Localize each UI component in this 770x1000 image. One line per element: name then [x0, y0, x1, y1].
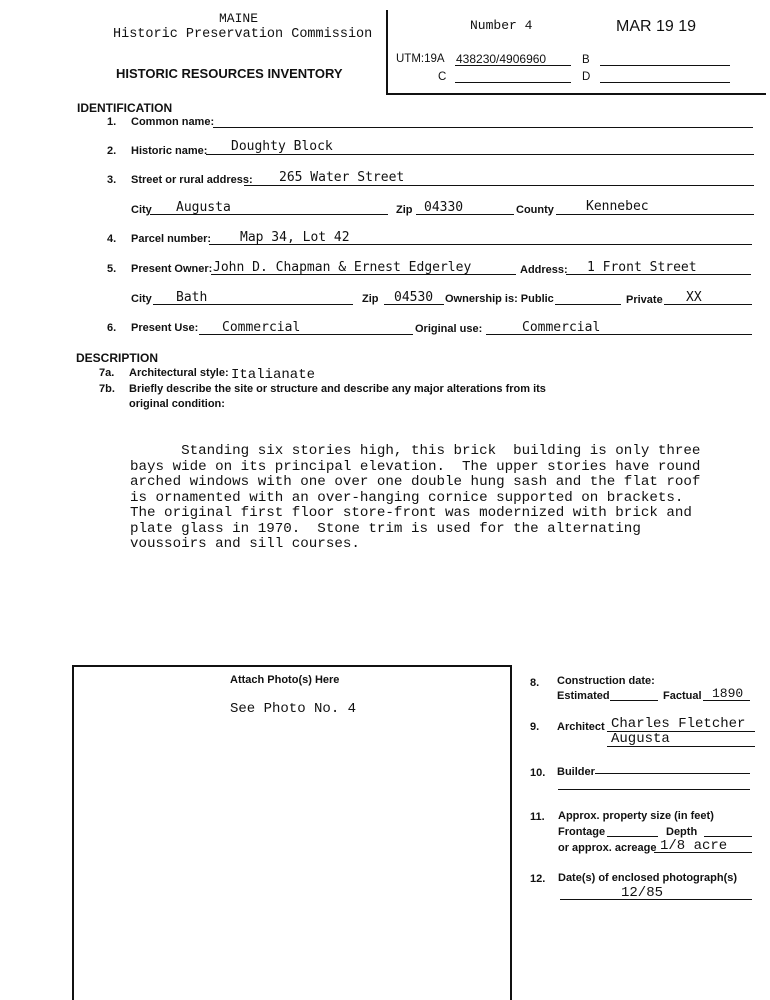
factual-value: 1890 — [712, 686, 744, 701]
city-line[interactable] — [150, 214, 388, 215]
address-label: Street or rural address: — [131, 174, 253, 186]
owner-address-label: Address: — [520, 264, 568, 276]
form-number: Number 4 — [470, 18, 533, 33]
county-value: Kennebec — [586, 199, 649, 214]
utm-c-line[interactable] — [455, 82, 571, 83]
architectural-style-label: Architectural style: — [129, 367, 229, 379]
item-number-11: 11. — [530, 811, 545, 823]
owner-address-value: 1 Front Street — [587, 260, 697, 275]
parcel-value: Map 34, Lot 42 — [240, 230, 350, 245]
original-use-value: Commercial — [522, 320, 601, 335]
attach-photo-label: Attach Photo(s) Here — [230, 674, 340, 686]
utm-d-label: D — [582, 71, 591, 83]
form-title: HISTORIC RESOURCES INVENTORY — [116, 66, 343, 81]
item-number-3: 3. — [107, 174, 117, 186]
present-use-label: Present Use: — [131, 322, 199, 334]
owner-value: John D. Chapman & Ernest Edgerley — [213, 260, 472, 275]
estimated-line[interactable] — [610, 700, 658, 701]
county-line[interactable] — [556, 214, 754, 215]
utm-c-label: C — [438, 71, 447, 83]
acreage-label: or approx. acreage — [558, 842, 657, 854]
utm-underline — [455, 65, 571, 66]
owner-city-line[interactable] — [153, 304, 353, 305]
architect-line-2[interactable] — [607, 746, 755, 747]
utm-b-label: B — [582, 54, 590, 66]
historic-name-line[interactable] — [206, 154, 754, 155]
item-number-9: 9. — [530, 721, 540, 733]
briefly-describe-label: Briefly describe the site or structure and describe any major alterations from its — [129, 383, 546, 395]
date-stamp: MAR 19 19 — [616, 18, 697, 35]
common-name-label: Common name: — [131, 116, 215, 128]
architectural-style-value: Italianate — [231, 367, 316, 383]
item-number-10: 10. — [530, 767, 546, 779]
item-number-4: 4. — [107, 233, 117, 245]
header-box-left-border — [386, 10, 388, 94]
city-value: Augusta — [176, 200, 231, 215]
factual-label: Factual — [663, 690, 702, 702]
state-name: MAINE — [219, 11, 259, 26]
header-box-bottom-border — [386, 93, 766, 95]
item-number-12: 12. — [530, 873, 546, 885]
owner-city-label: City — [131, 293, 152, 305]
item-number-6: 6. — [107, 322, 117, 334]
depth-label: Depth — [666, 826, 698, 838]
description-heading: DESCRIPTION — [76, 351, 159, 365]
private-label: Private — [626, 294, 663, 306]
architect-label: Architect — [557, 721, 605, 733]
ownership-label: Ownership is: Public — [445, 293, 554, 305]
acreage-value: 1/8 acre — [660, 838, 728, 854]
see-photo-note: See Photo No. 4 — [230, 701, 357, 717]
city-label: City — [131, 204, 152, 216]
county-label: County — [516, 204, 554, 216]
address-value: 265 Water Street — [279, 170, 405, 185]
historic-name-value: Doughty Block — [231, 139, 333, 154]
description-paragraph: Standing six stories high, this brick building is only three bays wide on its principal elevation. The upper stories have round arched windows with one over one double hung sash and the flat roof is ornamented with an over-hanging cornice supported on brackets. The original first floor store-front was modernized with brick and plate glass in 1970. Stone trim is used for the alternating voussoirs and sill courses. — [130, 443, 701, 552]
parcel-label: Parcel number: — [131, 233, 212, 245]
builder-line-2[interactable] — [558, 789, 750, 790]
construction-date-label: Construction date: — [557, 675, 655, 687]
builder-line-1[interactable] — [595, 773, 750, 774]
private-line[interactable] — [664, 304, 752, 305]
frontage-line[interactable] — [607, 836, 658, 837]
utm-label: UTM:19A — [396, 53, 445, 65]
present-use-value: Commercial — [222, 320, 301, 335]
item-number-1: 1. — [107, 116, 117, 128]
zip-value: 04330 — [424, 200, 464, 215]
item-number-8: 8. — [530, 677, 540, 689]
photo-dates-label: Date(s) of enclosed photograph(s) — [558, 872, 738, 884]
utm-b-line[interactable] — [600, 65, 730, 66]
owner-address-line[interactable] — [566, 274, 751, 275]
owner-zip-line[interactable] — [384, 304, 444, 305]
owner-zip-value: 04530 — [394, 290, 434, 305]
common-name-line[interactable] — [213, 127, 753, 128]
acreage-line[interactable] — [654, 852, 752, 853]
owner-label: Present Owner: — [131, 263, 213, 275]
owner-city-value: Bath — [176, 290, 208, 305]
original-use-line[interactable] — [486, 334, 752, 335]
architect-name-value: Charles Fletcher — [611, 716, 746, 732]
estimated-label: Estimated — [557, 690, 610, 702]
frontage-label: Frontage — [558, 826, 606, 838]
utm-d-line[interactable] — [600, 82, 730, 83]
photo-dates-line[interactable] — [560, 899, 752, 900]
private-value: XX — [686, 290, 702, 305]
parcel-line[interactable] — [209, 244, 752, 245]
builder-label: Builder — [557, 766, 595, 778]
original-use-label: Original use: — [415, 323, 483, 335]
present-use-line[interactable] — [199, 334, 413, 335]
item-number-5: 5. — [107, 263, 117, 275]
zip-line[interactable] — [416, 214, 514, 215]
original-condition-label: original condition: — [129, 398, 225, 410]
depth-line[interactable] — [704, 836, 752, 837]
owner-line[interactable] — [211, 274, 516, 275]
ownership-public-line[interactable] — [555, 304, 621, 305]
property-size-label: Approx. property size (in feet) — [558, 810, 714, 822]
item-number-7b: 7b. — [99, 383, 115, 395]
item-number-2: 2. — [107, 145, 117, 157]
identification-heading: IDENTIFICATION — [77, 101, 173, 115]
zip-label: Zip — [396, 204, 413, 216]
photo-dates-value: 12/85 — [621, 885, 664, 901]
item-number-7a: 7a. — [99, 367, 115, 379]
commission-name: Historic Preservation Commission — [113, 27, 373, 42]
utm-value: 438230/4906960 — [456, 52, 547, 66]
owner-zip-label: Zip — [362, 293, 379, 305]
historic-name-label: Historic name: — [131, 145, 208, 157]
address-line[interactable] — [244, 185, 754, 186]
factual-line[interactable] — [703, 700, 750, 701]
architect-city-value: Augusta — [611, 731, 670, 747]
